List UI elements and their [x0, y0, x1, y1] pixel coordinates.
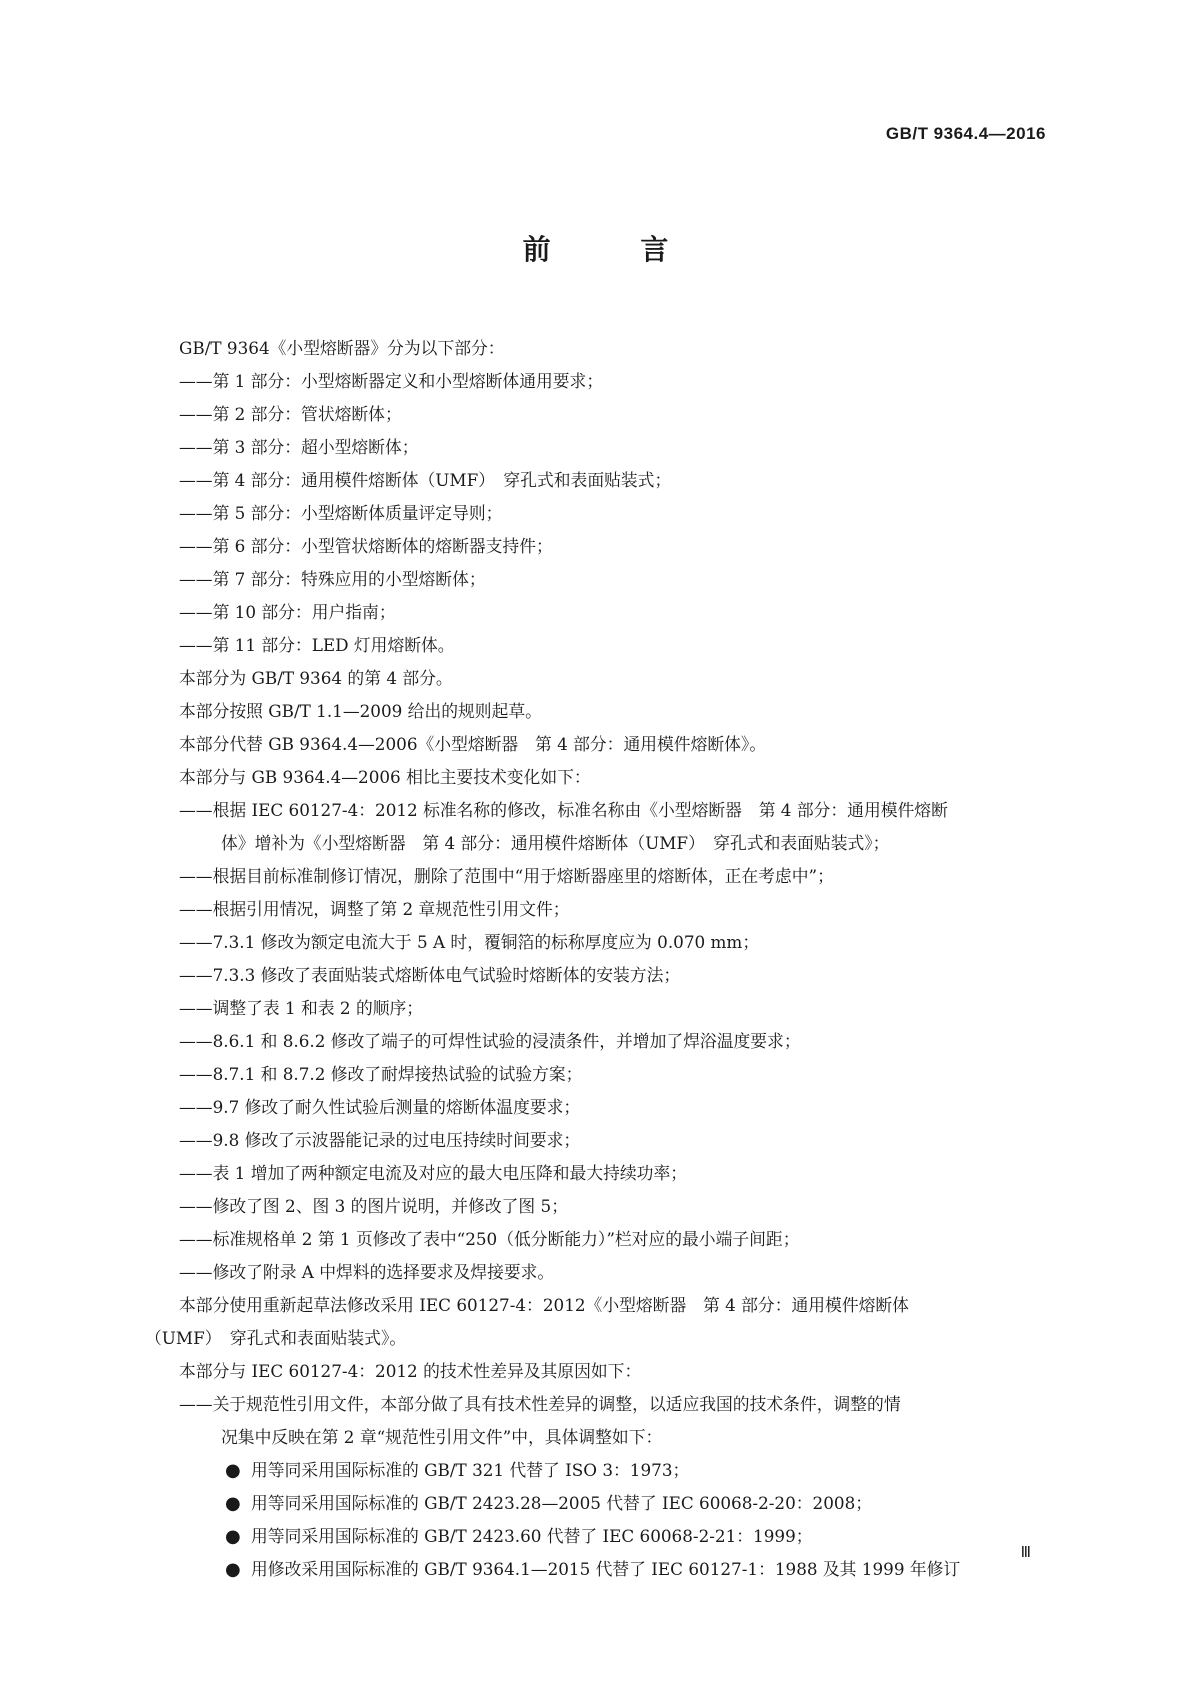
paragraph-line: 本部分按照 GB/T 1.1—2009 给出的规则起草。	[179, 701, 542, 721]
dash-item: ——关于规范性引用文件，本部分做了具有技术性差异的调整，以适应我国的技术条件，调整的情	[179, 1394, 901, 1414]
dash-item: ——第 1 部分：小型熔断器定义和小型熔断体通用要求；	[179, 371, 604, 391]
dash-item: ——标准规格单 2 第 1 页修改了表中“250（低分断能力）”栏对应的最小端子间距；	[179, 1229, 800, 1249]
page-number: Ⅲ	[1020, 1543, 1031, 1561]
bullet-icon: ●	[225, 1559, 241, 1580]
dash-item: ——第 10 部分：用户指南；	[179, 602, 396, 622]
paragraph-line: 本部分为 GB/T 9364 的第 4 部分。	[179, 668, 453, 688]
dash-item: ——根据引用情况，调整了第 2 章规范性引用文件；	[179, 899, 570, 919]
dash-item: ——第 5 部分：小型熔断体质量评定导则；	[179, 503, 503, 523]
bullet-icon: ●	[225, 1493, 241, 1514]
dash-item: ——根据目前标准制修订情况，删除了范围中“用于熔断器座里的熔断体，正在考虑中”；	[179, 866, 834, 886]
dash-item: ——修改了附录 A 中焊料的选择要求及焊接要求。	[179, 1262, 555, 1282]
dash-item: ——表 1 增加了两种额定电流及对应的最大电压降和最大持续功率；	[179, 1163, 688, 1183]
dash-item: ——第 11 部分：LED 灯用熔断体。	[179, 635, 455, 655]
paragraph-line: （UMF） 穿孔式和表面贴装式》。	[145, 1328, 407, 1348]
paragraph-line: 体》增补为《小型熔断器 第 4 部分：通用模件熔断体（UMF） 穿孔式和表面贴装式》；	[221, 833, 890, 853]
dash-item: ——根据 IEC 60127-4：2012 标准名称的修改，标准名称由《小型熔断器 第 4 部分：通用模件熔断	[179, 800, 948, 820]
dash-item: ——第 6 部分：小型管状熔断体的熔断器支持件；	[179, 536, 553, 556]
dash-item: ——第 2 部分：管状熔断体；	[179, 404, 402, 424]
bullet-item	[145, 1553, 1055, 1586]
paragraph-line: 本部分使用重新起草法修改采用 IEC 60127-4：2012《小型熔断器 第 4 部分：通用模件熔断体	[179, 1295, 909, 1315]
dash-item: ——9.7 修改了耐久性试验后测量的熔断体温度要求；	[179, 1097, 581, 1117]
dash-item: ——第 7 部分：特殊应用的小型熔断体；	[179, 569, 486, 589]
paragraph-line: 本部分代替 GB 9364.4—2006《小型熔断器 第 4 部分：通用模件熔断体》。	[179, 734, 767, 754]
paragraph-line: 况集中反映在第 2 章“规范性引用文件”中，具体调整如下：	[221, 1427, 663, 1447]
paragraph-line: 本部分与 GB 9364.4—2006 相比主要技术变化如下：	[179, 767, 591, 787]
page-title: 前 言	[522, 233, 709, 266]
bullet-item	[145, 1487, 1055, 1520]
bullet-text: 用等同采用国际标准的 GB/T 2423.28—2005 代替了 IEC 60068-2-20：2008；	[251, 1493, 873, 1513]
bullet-icon: ●	[225, 1526, 241, 1547]
paragraph-line: GB/T 9364《小型熔断器》分为以下部分：	[179, 338, 505, 358]
bullet-text: 用等同采用国际标准的 GB/T 2423.60 代替了 IEC 60068-2-21：1999；	[251, 1526, 813, 1546]
dash-item: ——8.7.1 和 8.7.2 修改了耐焊接热试验的试验方案；	[179, 1064, 583, 1084]
dash-item: ——7.3.1 修改为额定电流大于 5 A 时，覆铜箔的标称厚度应为 0.070 mm；	[179, 932, 760, 952]
bullet-text: 用修改采用国际标准的 GB/T 9364.1—2015 代替了 IEC 60127-1：1988 及其 1999 年修订	[251, 1559, 961, 1579]
dash-item: ——第 4 部分：通用模件熔断体（UMF） 穿孔式和表面贴装式；	[179, 470, 672, 490]
bullet-item	[145, 1520, 1055, 1553]
paragraph-line: 本部分与 IEC 60127-4：2012 的技术性差异及其原因如下：	[179, 1361, 642, 1381]
dash-item: ——调整了表 1 和表 2 的顺序；	[179, 998, 424, 1018]
bullet-text: 用等同采用国际标准的 GB/T 321 代替了 ISO 3：1973；	[251, 1460, 690, 1480]
dash-item: ——7.3.3 修改了表面贴装式熔断体电气试验时熔断体的安装方法；	[179, 965, 681, 985]
bullet-item	[145, 1454, 1055, 1487]
dash-item: ——8.6.1 和 8.6.2 修改了端子的可焊性试验的浸渍条件，并增加了焊浴温度要求；	[179, 1031, 801, 1051]
standard-code: GB/T 9364.4—2016	[885, 124, 1046, 143]
dash-item: ——修改了图 2、图 3 的图片说明，并修改了图 5；	[179, 1196, 568, 1216]
bullet-icon: ●	[225, 1460, 241, 1481]
dash-item: ——9.8 修改了示波器能记录的过电压持续时间要求；	[179, 1130, 581, 1150]
document-body	[145, 332, 1055, 1586]
dash-item: ——第 3 部分：超小型熔断体；	[179, 437, 419, 457]
